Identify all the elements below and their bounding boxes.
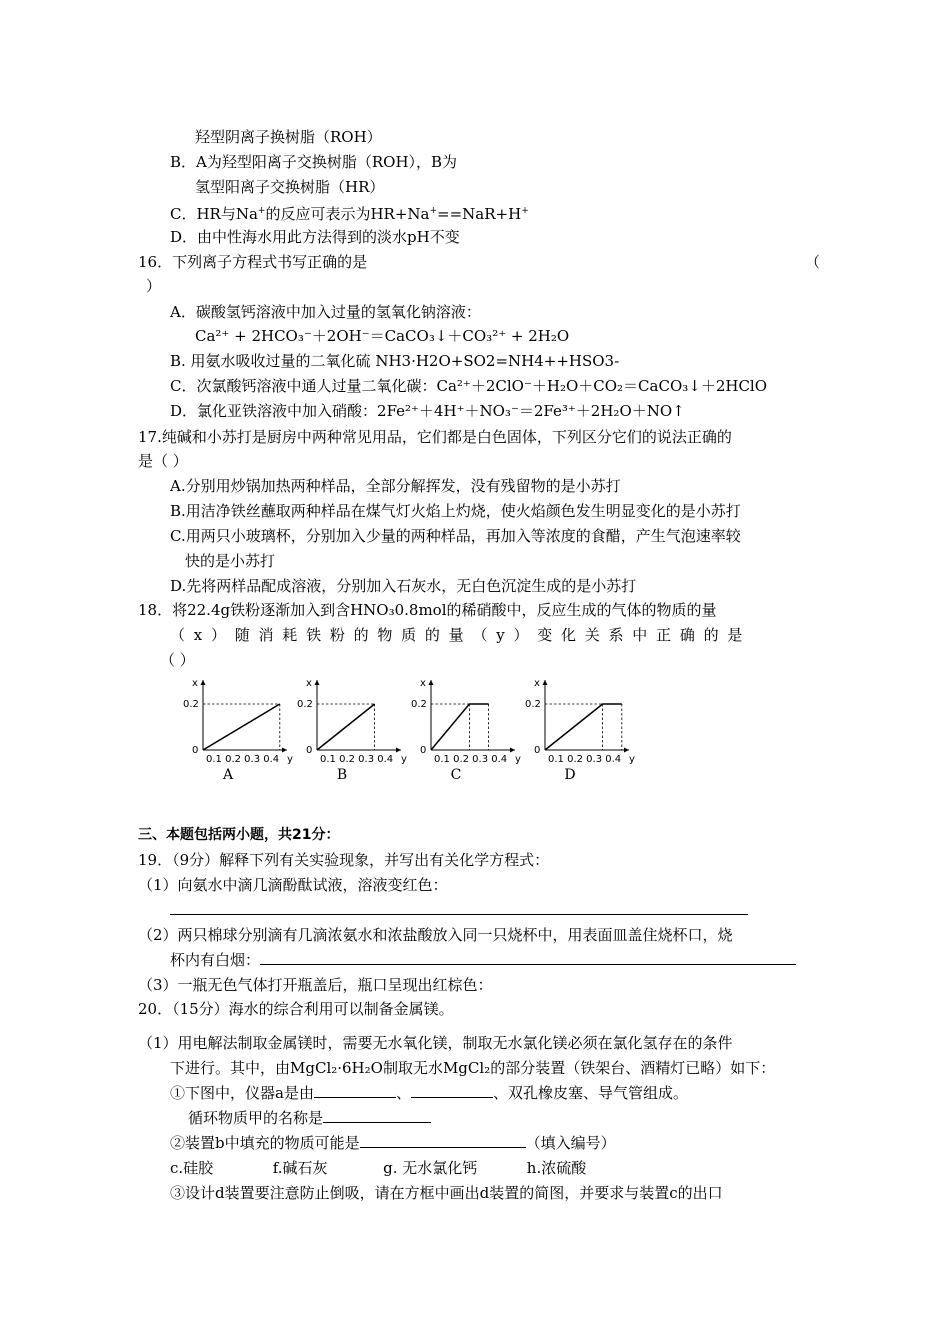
- q17-option-b: B.用洁净铁丝蘸取两种样品在煤气灯火焰上灼烧，使火焰颜色发生明显变化的是小苏打: [170, 502, 741, 520]
- graph-plot: [525, 676, 637, 764]
- x-axis-arrow: [510, 748, 515, 753]
- q20-part1-line2: 下进行。其中，由MgCl₂·6H₂O制取无水MgCl₂的部分装置（铁架台、酒精灯已略）如下：: [170, 1059, 776, 1077]
- q19-part2-label: 杯内有白烟：: [170, 951, 261, 969]
- q15-option-b-line2: 氢型阳离子交换树脂（HR）: [195, 178, 385, 196]
- q17-stem-line1: 17.纯碱和小苏打是厨房中两种常见用品，它们都是白色固体，下列区分它们的说法正确的: [138, 428, 732, 446]
- q15-c-prefix: C．HR与Na: [170, 205, 258, 223]
- graph-c: [411, 676, 523, 782]
- axis-label-y: y: [401, 754, 407, 764]
- graph-b: [297, 676, 409, 782]
- origin-label: 0: [420, 745, 427, 756]
- q19-part2-line2: [170, 950, 796, 970]
- data-line: [431, 704, 489, 750]
- data-line: [317, 704, 375, 750]
- graph-label: C: [450, 767, 462, 783]
- q15-c-sup1: +: [257, 206, 266, 216]
- x-tick-labels: 0.1 0.2 0.3 0.4: [206, 754, 280, 764]
- q20-sub1-line1: [170, 1083, 688, 1103]
- q15-option-b-line1: B．A为羟型阳离子交换树脂（ROH），B为: [170, 153, 458, 171]
- q19-stem: 19．（9分）解释下列有关实验现象，并写出有关化学方程式：: [138, 851, 550, 869]
- axis-label-y: y: [629, 754, 635, 764]
- graph-label: A: [222, 767, 234, 783]
- graph-plot: [297, 676, 409, 764]
- q16-paren-close: ）: [146, 277, 162, 295]
- q20-sub1-text-b: 、双孔橡皮塞、导气管组成。: [492, 1084, 688, 1102]
- q16-paren-open: （: [805, 253, 821, 271]
- section3-heading: 三、本题包括两小题，共21分：: [138, 827, 340, 843]
- x-tick-labels: 0.1 0.2 0.3 0.4: [434, 754, 508, 764]
- y-axis-arrow: [429, 680, 434, 685]
- q15-option-a-tail: 羟型阴离子换树脂（ROH）: [195, 128, 382, 146]
- q19-part1-answer-blank[interactable]: [170, 900, 748, 915]
- q19-part2-answer-blank[interactable]: [260, 950, 796, 965]
- x-tick-labels: 0.1 0.2 0.3 0.4: [548, 754, 622, 764]
- q20-sub2-text-b: （填入编号）: [525, 1134, 616, 1152]
- q20-sub1-blank1[interactable]: [314, 1083, 396, 1098]
- q20-sub1-line2: [188, 1108, 431, 1128]
- option-c: c.硅胶: [170, 1159, 214, 1177]
- q20-sub1-cycle-label: 循环物质甲的名称是: [188, 1109, 324, 1127]
- q17-option-c-line1: C.用两只小玻璃杯，分别加入少量的两种样品，再加入等浓度的食醋，产生气泡速率较: [170, 527, 741, 545]
- origin-label: 0: [192, 745, 199, 756]
- graph-a: [183, 676, 295, 782]
- y-axis-arrow: [315, 680, 320, 685]
- q17-option-c-line2: 快的是小苏打: [185, 552, 276, 570]
- q20-options-row: [170, 1158, 586, 1178]
- q20-sub1-text-a: ①下图中，仪器a是由: [170, 1084, 314, 1102]
- q15-option-d: D．由中性海水用此方法得到的淡水pH不变: [170, 228, 460, 246]
- q16-option-d: D．氯化亚铁溶液中加入硝酸：2Fe²⁺＋4H⁺＋NO₃⁻＝2Fe³⁺＋2H₂O＋NO↑: [170, 402, 685, 420]
- q17-stem-line2: 是（ ）: [138, 452, 188, 470]
- y-tick-label: 0.2: [297, 699, 313, 710]
- option-f: f.碱石灰: [272, 1159, 328, 1177]
- option-g: g. 无水氯化钙: [383, 1159, 478, 1177]
- q16-option-b: B. 用氨水吸收过量的二氧化硫 NH3·H2O+SO2=NH4++HSO3-: [170, 352, 620, 370]
- axis-label-y: y: [287, 754, 293, 764]
- q20-sub2: [170, 1133, 616, 1153]
- q19-part2-line1: （2）两只棉球分别滴有几滴浓氨水和浓盐酸放入同一只烧杯中，用表面皿盖住烧杯口，烧: [138, 926, 733, 944]
- option-h: h.浓硫酸: [526, 1159, 587, 1177]
- x-axis-arrow: [396, 748, 401, 753]
- q15-option-c: [170, 204, 529, 224]
- graph-plot: [183, 676, 295, 764]
- axis-label-y: y: [515, 754, 521, 764]
- q17-option-a: A.分别用炒锅加热两种样品，全部分解挥发，没有残留物的是小苏打: [170, 477, 621, 495]
- q20-sub1-sep: 、: [395, 1084, 411, 1102]
- y-tick-label: 0.2: [183, 699, 199, 710]
- origin-label: 0: [534, 745, 541, 756]
- q16-stem: 16．下列离子方程式书写正确的是: [138, 253, 368, 271]
- y-tick-label: 0.2: [411, 699, 427, 710]
- graph-label: B: [336, 767, 348, 783]
- axis-label-x: x: [192, 678, 198, 689]
- q20-part1-line1: （1）用电解法制取金属镁时，需要无水氧化镁，制取无水氯化镁必须在氯化氢存在的条件: [138, 1034, 733, 1052]
- q15-c-mid: 的反应可表示为HR+Na: [265, 205, 430, 223]
- q16-option-a-equation: Ca²⁺ + 2HCO₃⁻＋2OH⁻＝CaCO₃↓＋CO₃²⁺ + 2H₂O: [195, 327, 570, 345]
- q18-stem-line2: （ x ） 随 消 耗 铁 粉 的 物 质 的 量 （ y ） 变 化 关 系 中 正 确 的 是: [170, 626, 745, 644]
- y-tick-label: 0.2: [525, 699, 541, 710]
- data-line: [545, 704, 622, 750]
- graph-plot: [411, 676, 523, 764]
- x-axis-arrow: [624, 748, 629, 753]
- y-axis-arrow: [201, 680, 206, 685]
- q20-sub1-blank2[interactable]: [411, 1083, 493, 1098]
- axis-label-x: x: [306, 678, 312, 689]
- q20-sub2-blank[interactable]: [360, 1133, 526, 1148]
- graph-label: D: [564, 767, 576, 783]
- axis-label-x: x: [420, 678, 426, 689]
- graph-d: [525, 676, 637, 782]
- q18-stem-line3: （ ）: [160, 651, 195, 669]
- q18-stem-line1: 18．将22.4g铁粉逐渐加入到含HNO₃0.8mol的稀硝酸中，反应生成的气体的物质的量: [138, 601, 717, 619]
- q20-sub2-text-a: ②装置b中填充的物质可能是: [170, 1134, 360, 1152]
- q19-part3: （3）一瓶无色气体打开瓶盖后，瓶口呈现出红棕色：: [138, 976, 493, 994]
- x-tick-labels: 0.1 0.2 0.3 0.4: [320, 754, 394, 764]
- q17-option-d: D.先将两样品配成溶液，分别加入石灰水，无白色沉淀生成的是小苏打: [170, 577, 637, 595]
- y-axis-arrow: [543, 680, 548, 685]
- q20-sub3: ③设计d装置要注意防止倒吸，请在方框中画出d装置的简图，并要求与装置c的出口: [170, 1184, 723, 1202]
- q15-c-end: ==NaR+H: [437, 205, 522, 223]
- q15-c-sup3: +: [521, 206, 529, 216]
- origin-label: 0: [306, 745, 313, 756]
- q15-c-sup2: +: [429, 206, 438, 216]
- q16-option-a: A．碳酸氢钙溶液中加入过量的氢氧化钠溶液：: [170, 303, 481, 321]
- q20-sub1-cycle-blank[interactable]: [323, 1108, 431, 1123]
- axis-label-x: x: [534, 678, 540, 689]
- q20-stem: 20．（15分）海水的综合利用可以制备金属镁。: [138, 1000, 454, 1018]
- x-axis-arrow: [282, 748, 287, 753]
- data-line: [203, 704, 280, 750]
- q16-option-c: C．次氯酸钙溶液中通人过量二氧化碳：Ca²⁺＋2ClO⁻＋H₂O＋CO₂＝CaCO₃↓＋2HClO: [170, 377, 768, 395]
- q19-part1: （1）向氨水中滴几滴酚酞试液，溶液变红色：: [138, 876, 448, 894]
